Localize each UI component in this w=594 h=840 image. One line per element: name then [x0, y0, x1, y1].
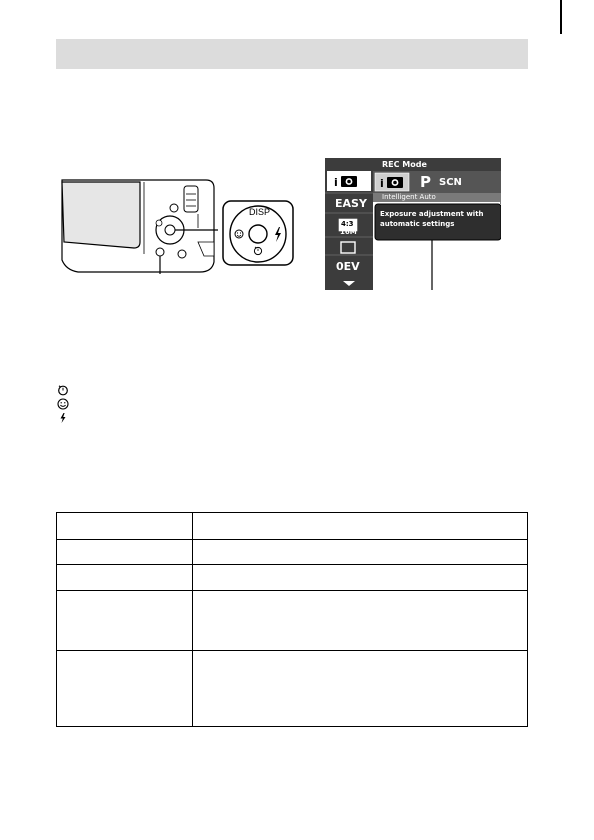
svg-text:i: i [380, 177, 384, 190]
table-cell-label [57, 591, 193, 651]
smile-face-icon [57, 398, 69, 410]
table-row [57, 651, 528, 727]
tooltip-line-1: Exposure adjustment with [380, 210, 484, 218]
page-top-rule [560, 0, 562, 34]
selected-mode-name: Intelligent Auto [382, 193, 436, 201]
image-size: 16M [340, 228, 357, 236]
table-cell-label [57, 513, 193, 540]
mode-scn: SCN [439, 177, 462, 188]
svg-text:i: i [334, 176, 338, 189]
flash-icon [57, 412, 69, 424]
mode-p: P [420, 173, 431, 191]
table-row [57, 513, 528, 540]
table-cell-label [57, 540, 193, 565]
table-row [57, 591, 528, 651]
tooltip-line-2: automatic settings [380, 220, 455, 228]
control-button-callout [222, 200, 294, 266]
list-item [57, 383, 69, 397]
icon-legend-list [57, 383, 69, 425]
disp-label: DISP [249, 207, 271, 217]
table-cell-label [57, 565, 193, 591]
rec-mode-screen [325, 158, 501, 290]
aspect-ratio: 4:3 [341, 220, 354, 228]
rec-mode-label: REC Mode [382, 160, 427, 169]
settings-table [56, 512, 528, 727]
camera-back-illustration [58, 178, 218, 274]
list-item [57, 397, 69, 411]
exposure-value: 0EV [336, 260, 360, 273]
list-item [57, 411, 69, 425]
table-cell-description [193, 565, 528, 591]
section-header-bar [56, 39, 528, 69]
self-timer-icon [57, 384, 69, 396]
table-cell-description [193, 540, 528, 565]
table-cell-description [193, 651, 528, 727]
table-row [57, 540, 528, 565]
table-row [57, 565, 528, 591]
table-cell-description [193, 513, 528, 540]
easy-mode-label: EASY [335, 197, 367, 210]
table-cell-label [57, 651, 193, 727]
table-cell-description [193, 591, 528, 651]
